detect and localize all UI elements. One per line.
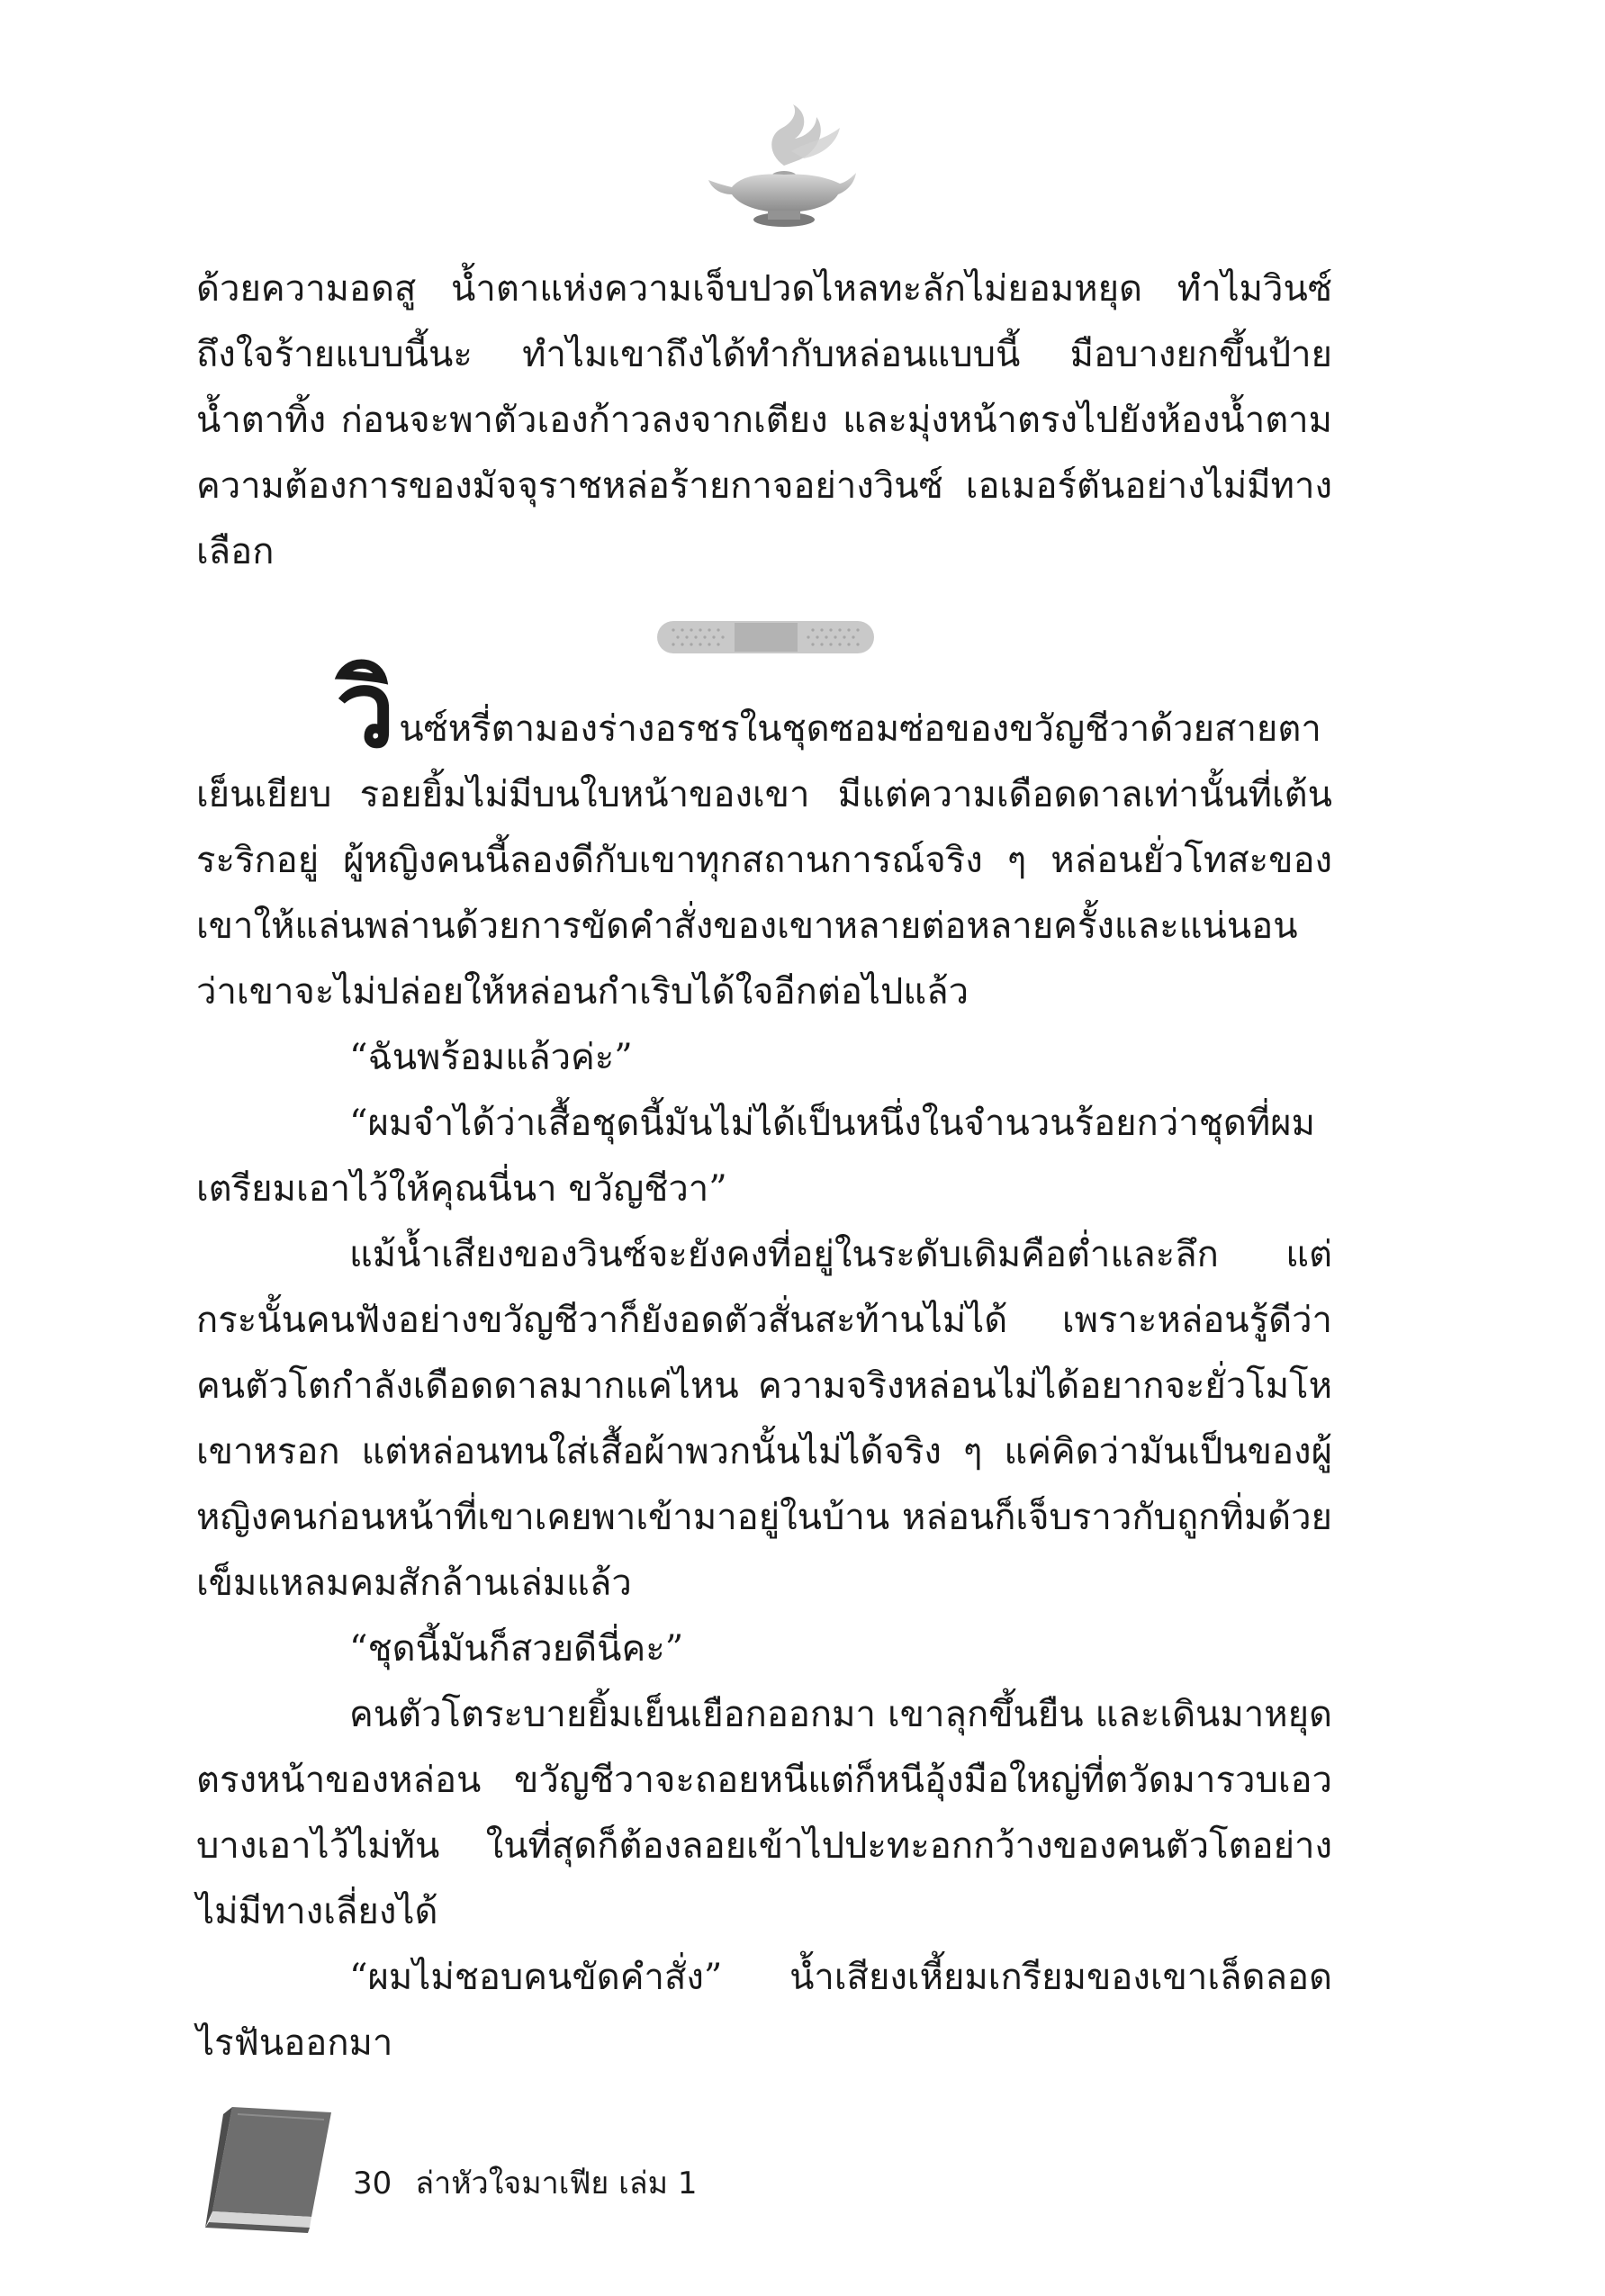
intro-paragraph: ด้วยความอดสู น้ำตาแห่งความเจ็บปวดไหลทะลักไม่ยอมหยุด ทำไมวินซ์ถึงใจร้ายแบบนี้นะ ทำไมเขาถึงได้ทำกับหล่อนแบบนี้ มือบางยกขึ้นป้ายน้ำตาทิ้ง ก่อนจะพาตัวเองก้าวลงจากเตียง และมุ่งหน้าตรงไปยังห้องน้ำตามความต้องการของมัจจุราชหล่อร้ายกาจอย่างวินซ์ เอเมอร์ตันอย่างไม่มีทางเลือก [196,268,1332,572]
intro-paragraph-block [196,257,1332,585]
chapter-text [196,646,1332,2076]
page-number: 30 [353,2165,392,2201]
dialogue-paragraph: “ผมไม่ชอบคนขัดคำสั่ง” น้ำเสียงเหี้ยมเกรียมของเขาเล็ดลอดไรฟันออกมา [196,1957,1332,2064]
book-title: ล่าหัวใจมาเฟีย เล่ม 1 [415,2165,698,2201]
bandage-divider-icon [655,617,876,657]
dialogue-paragraph: “ฉันพร้อมแล้วค่ะ” [349,1037,633,1078]
book-icon [196,2102,345,2237]
drop-cap: วิ [336,646,396,771]
narrative-paragraph: คนตัวโตระบายยิ้มเย็นเยือกออกมา เขาลุกขึ้นยืน และเดินมาหยุดตรงหน้าของหล่อน ขวัญชีวาจะถอยหนีแต่ก็หนีอุ้งมือใหญ่ที่ตวัดมารวบเอวบางเอาไว้ไม่ทัน ในที่สุดก็ต้องลอยเข้าไปปะทะอกกว้างของคนตัวโตอย่างไม่มีทางเลี่ยงได้ [196,1694,1332,1932]
dialogue-paragraph: “ชุดนี้มันก็สวยดีนี่คะ” [349,1628,684,1670]
narrative-paragraph: แม้น้ำเสียงของวินซ์จะยังคงที่อยู่ในระดับเดิมคือต่ำและลึก แต่กระนั้นคนฟังอย่างขวัญชีวาก็ยังอดตัวสั่นสะท้านไม่ได้ เพราะหล่อนรู้ดีว่าคนตัวโตกำลังเดือดดาลมากแค่ไหน ความจริงหล่อนไม่ได้อยากจะยั่วโมโหเขาหรอก แต่หล่อนทนใส่เสื้อผ้าพวกนั้นไม่ได้จริง ๆ แค่คิดว่ามันเป็นของผู้หญิงคนก่อนหน้าที่เขาเคยพาเข้ามาอยู่ในบ้าน หล่อนก็เจ็บราวกับถูกทิ่มด้วยเข็มแหลมคมสักล้านเล่มแล้ว [196,1234,1332,1604]
paragraph-text: นซ์หรี่ตามองร่างอรชรในชุดซอมซ่อของขวัญชีวาด้วยสายตาเย็นเยียบ รอยยิ้มไม่มีบนใบหน้าของเขา มีแต่ความเดือดดาลเท่านั้นที่เต้นระริกอยู่ ผู้หญิงคนนี้ลองดีกับเขาทุกสถานการณ์จริง ๆ หล่อนยั่วโทสะของเขาให้แล่นพล่านด้วยการขัดคำสั่งของเขาหลายต่อหลายครั้งและแน่นอนว่าเขาจะไม่ปล่อยให้หล่อนกำเริบได้ใจอีกต่อไปแล้ว [196,708,1332,1013]
magic-lamp-icon [705,101,858,236]
chapter-first-paragraph [196,646,1332,1025]
page-footer [353,2158,720,2207]
dialogue-paragraph: “ผมจำได้ว่าเสื้อชุดนี้มันไม่ได้เป็นหนึ่งในจำนวนร้อยกว่าชุดที่ผมเตรียมเอาไว้ให้คุณนี่นา ขวัญชีวา” [196,1103,1315,1210]
